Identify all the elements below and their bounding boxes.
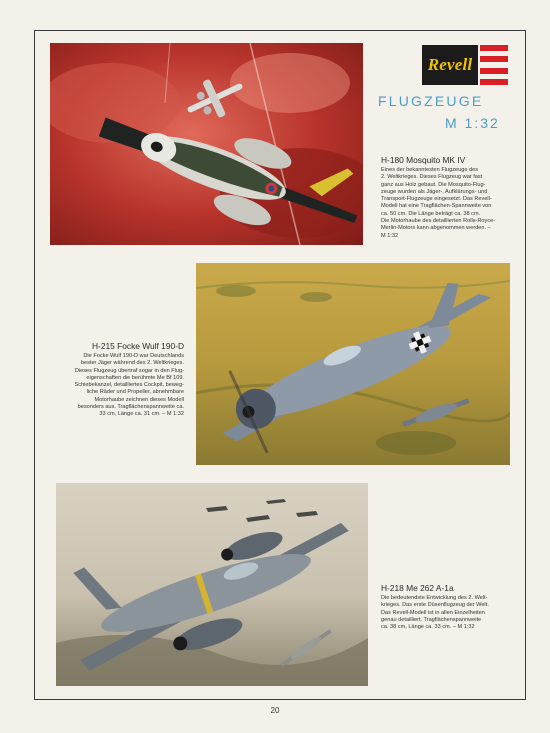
page-number: 20 xyxy=(270,706,280,715)
scale-heading: M 1:32 xyxy=(445,115,500,131)
me262-illustration xyxy=(56,483,368,686)
focke-wulf-caption xyxy=(62,341,184,419)
mosquito-illustration xyxy=(50,43,363,245)
caption-title: H-218 Me 262 A-1a xyxy=(381,583,454,593)
caption-title: H-180 Mosquito MK IV xyxy=(381,155,466,165)
caption-title: H-215 Focke Wulf 190-D xyxy=(91,341,184,351)
section-heading: FLUGZEUGE xyxy=(378,93,484,109)
caption-body: Die Focke Wulf 190-D war Deutschlands bester Jäger während des 2. Weltkrieges. Dieses Flugzeug übertraf sogar in den Flug- eigenschaften die berühmte Me Bf 109. Schiebekanzel, detailliertes Cockpit, beweg- liche Räder und Propeller, abnehmbare Motorhaube zeichnen dieses Modell besonders aus. Tragflächenspannweite ca. 33 cm, Länge ca. 31 cm. – M 1:32 xyxy=(74,353,184,418)
me262-caption xyxy=(381,583,511,631)
caption-body: Eines der bekanntesten Flugzeuge des 2. Weltkrieges. Dieses Flugzeug war fast ganz aus Holz gebaut. Die Mosquito-Flug- zeuge wurden als Jäger-, Aufklärungs- und Transport-Flugzeuge eingesetzt. Das Revell- Modell hat eine Tragflächen-Spannweite von ca. 50 cm. Die Länge beträgt ca. 38 cm. Die Motorhaube des detaillierten Rolls-Royce- Merlin-Motors kann abgenommen werden. – M 1:32 xyxy=(381,167,496,239)
revell-logo-text: Revell xyxy=(427,55,473,74)
revell-logo xyxy=(422,45,508,85)
revell-logo-stripes xyxy=(480,45,508,85)
focke-wulf-illustration xyxy=(196,263,510,465)
revell-logo-box xyxy=(422,45,478,85)
mosquito-caption xyxy=(381,155,511,240)
caption-body: Die bedeutendste Entwicklung des 2. Welt- krieges. Das erste Düsenflugzeug der Welt. Das Revell-Modell ist in allen Einzelheiten genau detailliert. Tragflächenspannweite ca. 38 cm, Länge ca. 33 cm. – M 1:32 xyxy=(381,595,489,631)
